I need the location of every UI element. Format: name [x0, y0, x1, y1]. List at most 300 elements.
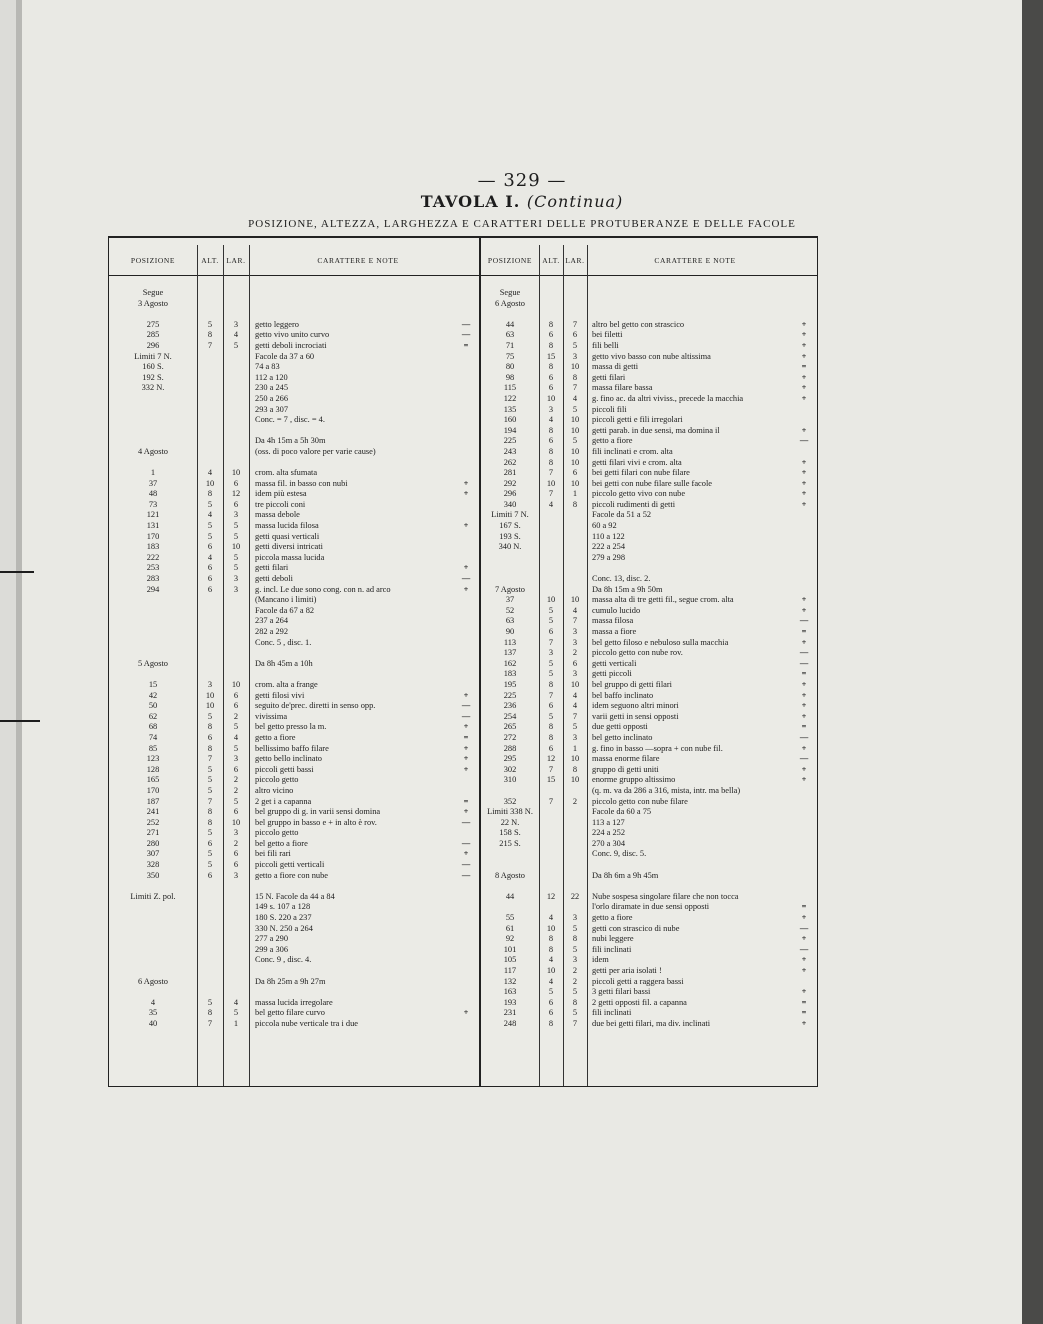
cell-posizione: 170: [146, 531, 160, 541]
cell-segno: =: [463, 732, 469, 742]
page-number: — 329 —: [477, 170, 567, 191]
cell-posizione: 302: [503, 764, 517, 774]
cell-larghezza: 5: [233, 743, 239, 753]
table-row: [109, 521, 479, 532]
cell-posizione: 85: [148, 743, 158, 753]
right-table-header: [481, 245, 817, 276]
table-row: [481, 405, 817, 416]
cell-carattere: due getti opposti: [592, 722, 648, 732]
table-row: [481, 871, 817, 882]
cell-larghezza: 5: [233, 531, 239, 541]
cell-larghezza: 6: [572, 330, 578, 340]
cell-altezza: 6: [548, 372, 554, 382]
left-table-rows: [109, 288, 479, 1030]
table-row: [109, 733, 479, 744]
cell-posizione: 98: [505, 372, 515, 382]
cell-segno: +: [801, 319, 807, 329]
cell-altezza: 5: [207, 775, 213, 785]
cell-larghezza: 10: [231, 817, 241, 827]
cell-posizione: 158 S.: [499, 828, 521, 838]
cell-segno: +: [801, 775, 807, 785]
cell-carattere: 224 a 252: [592, 828, 626, 838]
table-row: [109, 362, 479, 373]
table-row: [109, 320, 479, 331]
cell-posizione: 328: [146, 860, 160, 870]
cell-carattere: massa filare bassa: [592, 383, 653, 393]
cell-posizione: 225: [503, 436, 517, 446]
cell-carattere: getti piccoli: [592, 669, 632, 679]
cell-segno: +: [463, 521, 469, 531]
cell-carattere: getti quasi verticali: [255, 531, 320, 541]
table-row: [481, 1008, 817, 1019]
cell-posizione: 63: [505, 330, 515, 340]
cell-altezza: 6: [548, 701, 554, 711]
cell-larghezza: 8: [572, 934, 578, 944]
table-row: [109, 945, 479, 956]
table-row: [481, 754, 817, 765]
cell-carattere: piccolo getto vivo con nube: [592, 489, 686, 499]
cell-larghezza: 5: [572, 987, 578, 997]
cell-posizione: 52: [505, 605, 515, 615]
cell-larghezza: 10: [570, 362, 580, 372]
cell-larghezza: 3: [572, 627, 578, 636]
cell-altezza: 3: [207, 679, 213, 689]
table-row: [109, 775, 479, 786]
table-row: [481, 426, 817, 437]
cell-posizione: 55: [505, 913, 515, 923]
cell-carattere: bel baffo inclinato: [592, 690, 654, 700]
cell-altezza: 8: [207, 489, 213, 499]
cell-posizione: 135: [503, 404, 517, 414]
cell-posizione: Limiti 7 N.: [491, 510, 529, 520]
table-row: [109, 426, 479, 437]
cell-posizione: 123: [146, 754, 160, 764]
cell-posizione: 122: [503, 393, 517, 403]
cell-posizione: 283: [146, 574, 160, 584]
cell-posizione: 75: [505, 351, 515, 361]
table-row: [481, 744, 817, 755]
cell-larghezza: 5: [572, 436, 578, 446]
table-row: [109, 288, 479, 299]
cell-carattere: 60 a 92: [592, 521, 617, 531]
cell-posizione: 162: [503, 658, 517, 668]
cell-posizione: 307: [146, 849, 160, 859]
cell-segno: =: [801, 997, 807, 1007]
cell-carattere: piccoli fili: [592, 404, 627, 414]
table-row: [481, 489, 817, 500]
table-row: [109, 458, 479, 469]
cell-altezza: 5: [548, 711, 554, 721]
table-row: [481, 722, 817, 733]
cell-carattere: crom. alta sfumata: [255, 468, 318, 478]
cell-segno: +: [801, 637, 807, 647]
cell-larghezza: 1: [572, 743, 578, 753]
table-row: [481, 521, 817, 532]
cell-larghezza: 4: [233, 330, 239, 340]
cell-posizione: 160: [503, 415, 517, 425]
table-row: [481, 955, 817, 966]
cell-larghezza: 10: [231, 679, 241, 689]
cell-larghezza: 10: [231, 542, 241, 552]
table-row: [109, 744, 479, 755]
cell-posizione: 5 Agosto: [137, 658, 168, 668]
table-row: [481, 765, 817, 776]
cell-larghezza: 3: [233, 754, 239, 764]
cell-altezza: 6: [207, 838, 213, 848]
table-row: [109, 786, 479, 797]
cell-larghezza: 8: [572, 499, 578, 509]
table-row: [481, 415, 817, 426]
table-row: [481, 553, 817, 564]
table-row: [109, 849, 479, 860]
cell-altezza: 6: [548, 743, 554, 753]
cell-segno: +: [801, 383, 807, 393]
cell-carattere: nubi leggere: [592, 934, 634, 944]
cell-posizione: 222: [146, 552, 160, 562]
table-row: [109, 1008, 479, 1019]
cell-larghezza: 3: [572, 955, 578, 965]
cell-altezza: 10: [205, 478, 215, 488]
cell-posizione: 42: [148, 690, 158, 700]
table-row: [109, 606, 479, 617]
cell-posizione: 292: [503, 478, 517, 488]
cell-carattere: 230 a 245: [255, 383, 289, 393]
cell-carattere: piccolo getto con nube rov.: [592, 648, 683, 658]
cell-segno: +: [801, 711, 807, 721]
cell-posizione: 310: [503, 775, 517, 785]
table-row: [109, 436, 479, 447]
cell-carattere: 299 a 306: [255, 944, 289, 954]
scan-edge: [0, 0, 16, 1324]
cell-carattere: 2 getti opposti fil. a capanna: [592, 997, 687, 1007]
cell-carattere: piccolo getto: [255, 828, 299, 838]
table-row: [481, 712, 817, 723]
cell-posizione: 8 Agosto: [494, 870, 525, 880]
cell-posizione: 3 Agosto: [137, 298, 168, 308]
cell-carattere: 277 a 290: [255, 934, 289, 944]
cell-carattere: 74 a 83: [255, 362, 280, 372]
cell-segno: =: [463, 796, 469, 806]
table-row: [109, 765, 479, 776]
cell-altezza: 5: [548, 605, 554, 615]
cell-posizione: 352: [503, 796, 517, 806]
table-row: [481, 892, 817, 903]
cell-carattere: getti con strascico di nube: [592, 923, 680, 933]
cell-carattere: getto a fiore: [592, 913, 633, 923]
cell-carattere: g. incl. Le due sono cong. con n. ad arco: [255, 584, 391, 594]
cell-posizione: 37: [148, 478, 158, 488]
cell-larghezza: 7: [572, 383, 578, 393]
cell-larghezza: 8: [572, 372, 578, 382]
cell-segno: +: [463, 764, 469, 774]
table-row: [109, 924, 479, 935]
table-row: [481, 616, 817, 627]
cell-posizione: 44: [505, 319, 515, 329]
cell-carattere: fili belli: [592, 340, 619, 350]
cell-segno: +: [801, 372, 807, 382]
cell-altezza: 8: [548, 362, 554, 372]
cell-segno: +: [801, 425, 807, 435]
cell-posizione: 90: [505, 627, 515, 636]
table-row: [109, 701, 479, 712]
cell-larghezza: 5: [233, 1008, 239, 1018]
cell-altezza: 8: [548, 1018, 554, 1028]
cell-posizione: 248: [503, 1018, 517, 1028]
cell-posizione: 215 S.: [499, 838, 521, 848]
cell-carattere: massa filosa: [592, 616, 634, 626]
cell-altezza: 5: [548, 669, 554, 679]
cell-posizione: 262: [503, 457, 517, 467]
cell-altezza: 10: [205, 701, 215, 711]
cell-carattere: 2 get i a capanna: [255, 796, 312, 806]
cell-carattere: massa debole: [255, 510, 300, 520]
cell-posizione: 187: [146, 796, 160, 806]
cell-altezza: 8: [548, 722, 554, 732]
table-row: [109, 595, 479, 606]
cell-larghezza: 5: [572, 722, 578, 732]
cell-carattere: getti per aria isolati !: [592, 966, 662, 975]
cell-carattere: bel getto inclinato: [592, 732, 653, 742]
cell-carattere: 222 a 254: [592, 542, 626, 552]
table-row: [481, 394, 817, 405]
cell-altezza: 8: [548, 446, 554, 456]
table-row: [481, 902, 817, 913]
table-row: [481, 362, 817, 373]
cell-posizione: 68: [148, 722, 158, 732]
table-row: [109, 542, 479, 553]
cell-segno: +: [463, 1008, 469, 1018]
cell-posizione: 44: [505, 891, 515, 901]
cell-segno: =: [801, 902, 807, 912]
cell-segno: +: [463, 563, 469, 573]
cell-posizione: 92: [505, 934, 515, 944]
cell-larghezza: 6: [233, 764, 239, 774]
cell-carattere: Da 8h 25m a 9h 27m: [255, 976, 326, 986]
cell-segno: +: [801, 489, 807, 499]
table-row: [481, 574, 817, 585]
cell-posizione: 253: [146, 563, 160, 573]
cell-posizione: 62: [148, 711, 158, 721]
cell-altezza: 6: [548, 436, 554, 446]
cell-larghezza: 1: [572, 489, 578, 499]
cell-larghezza: 4: [572, 605, 578, 615]
cell-posizione: 117: [503, 966, 517, 975]
cell-larghezza: 5: [233, 340, 239, 350]
cell-posizione: 170: [146, 785, 160, 795]
cell-larghezza: 10: [570, 595, 580, 605]
table-row: [109, 616, 479, 627]
cell-posizione: Limiti Z. pol.: [130, 891, 176, 901]
table-row: [481, 468, 817, 479]
cell-posizione: 280: [146, 838, 160, 848]
table-row: [481, 320, 817, 331]
cell-segno: +: [801, 393, 807, 403]
document-page: [22, 0, 1022, 1324]
cell-segno: +: [463, 807, 469, 817]
cell-carattere: piccoli getti e fili irregolari: [592, 415, 683, 425]
cell-larghezza: 4: [572, 690, 578, 700]
cell-carattere: Nube sospesa singolare filare che non tocca: [592, 891, 739, 901]
cell-posizione: 193 S.: [499, 531, 521, 541]
cell-segno: —: [461, 574, 471, 584]
table-row: [481, 849, 817, 860]
cell-larghezza: 5: [233, 796, 239, 806]
cell-larghezza: 7: [572, 319, 578, 329]
cell-larghezza: 1: [233, 1018, 239, 1028]
table-row: [109, 383, 479, 394]
cell-larghezza: 5: [572, 404, 578, 414]
table-row: [481, 839, 817, 850]
table-row: [481, 479, 817, 490]
cell-segno: +: [801, 913, 807, 923]
cell-altezza: 5: [207, 319, 213, 329]
cell-carattere: massa lucida irregolare: [255, 997, 333, 1007]
cell-altezza: 6: [548, 1008, 554, 1018]
table-row: [109, 299, 479, 310]
cell-carattere: g. fino ac. da altri viviss., precede la macchia: [592, 393, 744, 403]
cell-carattere: varii getti in sensi opposti: [592, 711, 679, 721]
table-row: [109, 341, 479, 352]
table-row: [109, 722, 479, 733]
cell-posizione: 192 S.: [142, 372, 164, 382]
cell-segno: =: [801, 362, 807, 372]
cell-larghezza: 6: [233, 849, 239, 859]
cell-larghezza: 4: [572, 701, 578, 711]
cell-larghezza: 6: [233, 701, 239, 711]
cell-carattere: getti filosi vivi: [255, 690, 305, 700]
cell-posizione: 294: [146, 584, 160, 594]
table-row: [481, 966, 817, 977]
table-title-main: TAVOLA I.: [420, 192, 521, 211]
table-row: [109, 818, 479, 829]
cell-carattere: gruppo di getti uniti: [592, 764, 659, 774]
cell-carattere: crom. alta a frange: [255, 679, 318, 689]
cell-larghezza: 2: [233, 711, 239, 721]
cell-posizione: 340: [503, 499, 517, 509]
table-subtitle: POSIZIONE, ALTEZZA, LARGHEZZA E CARATTERI DELLE PROTUBERANZE E DELLE FACOLE: [248, 218, 796, 230]
cell-larghezza: 5: [572, 944, 578, 954]
cell-posizione: 1: [150, 468, 156, 478]
cell-larghezza: 10: [570, 415, 580, 425]
cell-carattere: getti verticali: [592, 658, 637, 668]
cell-segno: —: [799, 923, 809, 933]
cell-carattere: fili inclinati e crom. alta: [592, 446, 673, 456]
cell-segno: +: [801, 1018, 807, 1028]
cell-altezza: 6: [207, 563, 213, 573]
cell-altezza: 7: [207, 796, 213, 806]
table-row: [481, 818, 817, 829]
table-row: [109, 828, 479, 839]
cell-posizione: 113: [503, 637, 517, 647]
cell-larghezza: 2: [233, 838, 239, 848]
cell-segno: +: [801, 351, 807, 361]
cell-segno: —: [461, 838, 471, 848]
cell-carattere: massa lucida filosa: [255, 521, 319, 531]
cell-posizione: 71: [505, 340, 515, 350]
cell-larghezza: 4: [233, 732, 239, 742]
cell-carattere: Facole da 67 a 82: [255, 605, 315, 615]
table-row: [109, 330, 479, 341]
cell-carattere: Conc. 13, disc. 2.: [592, 574, 651, 584]
table-row: [109, 934, 479, 945]
cell-carattere: getti deboli: [255, 574, 293, 584]
table-row: [481, 595, 817, 606]
cell-larghezza: 10: [570, 679, 580, 689]
cell-carattere: 293 a 307: [255, 404, 289, 414]
cell-segno: =: [801, 669, 807, 679]
cell-larghezza: 3: [233, 319, 239, 329]
cell-altezza: 7: [548, 468, 554, 478]
cell-altezza: 5: [207, 499, 213, 509]
cell-larghezza: 8: [572, 997, 578, 1007]
cell-altezza: 5: [207, 711, 213, 721]
cell-carattere: piccola massa lucida: [255, 552, 325, 562]
cell-carattere: 282 a 292: [255, 627, 289, 636]
table-row: [481, 977, 817, 988]
right-table-rows: [481, 288, 817, 1030]
table-row: [109, 394, 479, 405]
table-row: [481, 913, 817, 924]
table-row: [109, 585, 479, 596]
cell-altezza: 15: [546, 775, 556, 785]
cell-posizione: 183: [146, 542, 160, 552]
table-row: [481, 828, 817, 839]
cell-carattere: bei filetti: [592, 330, 623, 340]
cell-posizione: 6 Agosto: [137, 976, 168, 986]
table-row: [109, 309, 479, 320]
table-row: [109, 860, 479, 871]
cell-posizione: 48: [148, 489, 158, 499]
cell-larghezza: 4: [572, 393, 578, 403]
table-row: [481, 510, 817, 521]
cell-segno: =: [801, 627, 807, 636]
cell-carattere: bei fili rari: [255, 849, 291, 859]
cell-altezza: 8: [207, 817, 213, 827]
table-row: [109, 712, 479, 723]
table-row: [109, 563, 479, 574]
cell-altezza: 12: [546, 891, 556, 901]
cell-carattere: massa di getti: [592, 362, 639, 372]
cell-carattere: idem seguono altri minori: [592, 701, 679, 711]
table-row: [481, 659, 817, 670]
cell-carattere: (Mancano i limiti): [255, 595, 317, 605]
cell-segno: +: [801, 764, 807, 774]
scan-binding: [1022, 0, 1043, 1324]
cell-larghezza: 10: [570, 425, 580, 435]
cell-segno: +: [463, 849, 469, 859]
cell-posizione: 296: [146, 340, 160, 350]
cell-altezza: 7: [207, 754, 213, 764]
cell-posizione: 4 Agosto: [137, 446, 168, 456]
header-posizione: POSIZIONE: [130, 256, 176, 265]
cell-larghezza: 12: [231, 489, 241, 499]
cell-carattere: 250 a 266: [255, 393, 289, 403]
cell-larghezza: 10: [570, 446, 580, 456]
cell-larghezza: 10: [570, 457, 580, 467]
table-row: [481, 934, 817, 945]
cell-carattere: getti filari: [255, 563, 289, 573]
cell-carattere: getti parab. in due sensi, ma domina il: [592, 425, 720, 435]
cell-carattere: getto bello inclinato: [255, 754, 322, 764]
table-row: [481, 786, 817, 797]
cell-altezza: 6: [207, 584, 213, 594]
cell-posizione: 105: [503, 955, 517, 965]
cell-segno: =: [463, 340, 469, 350]
cell-altezza: 10: [546, 393, 556, 403]
scan-mark: [0, 720, 40, 722]
table-row: [109, 468, 479, 479]
cell-altezza: 6: [207, 732, 213, 742]
